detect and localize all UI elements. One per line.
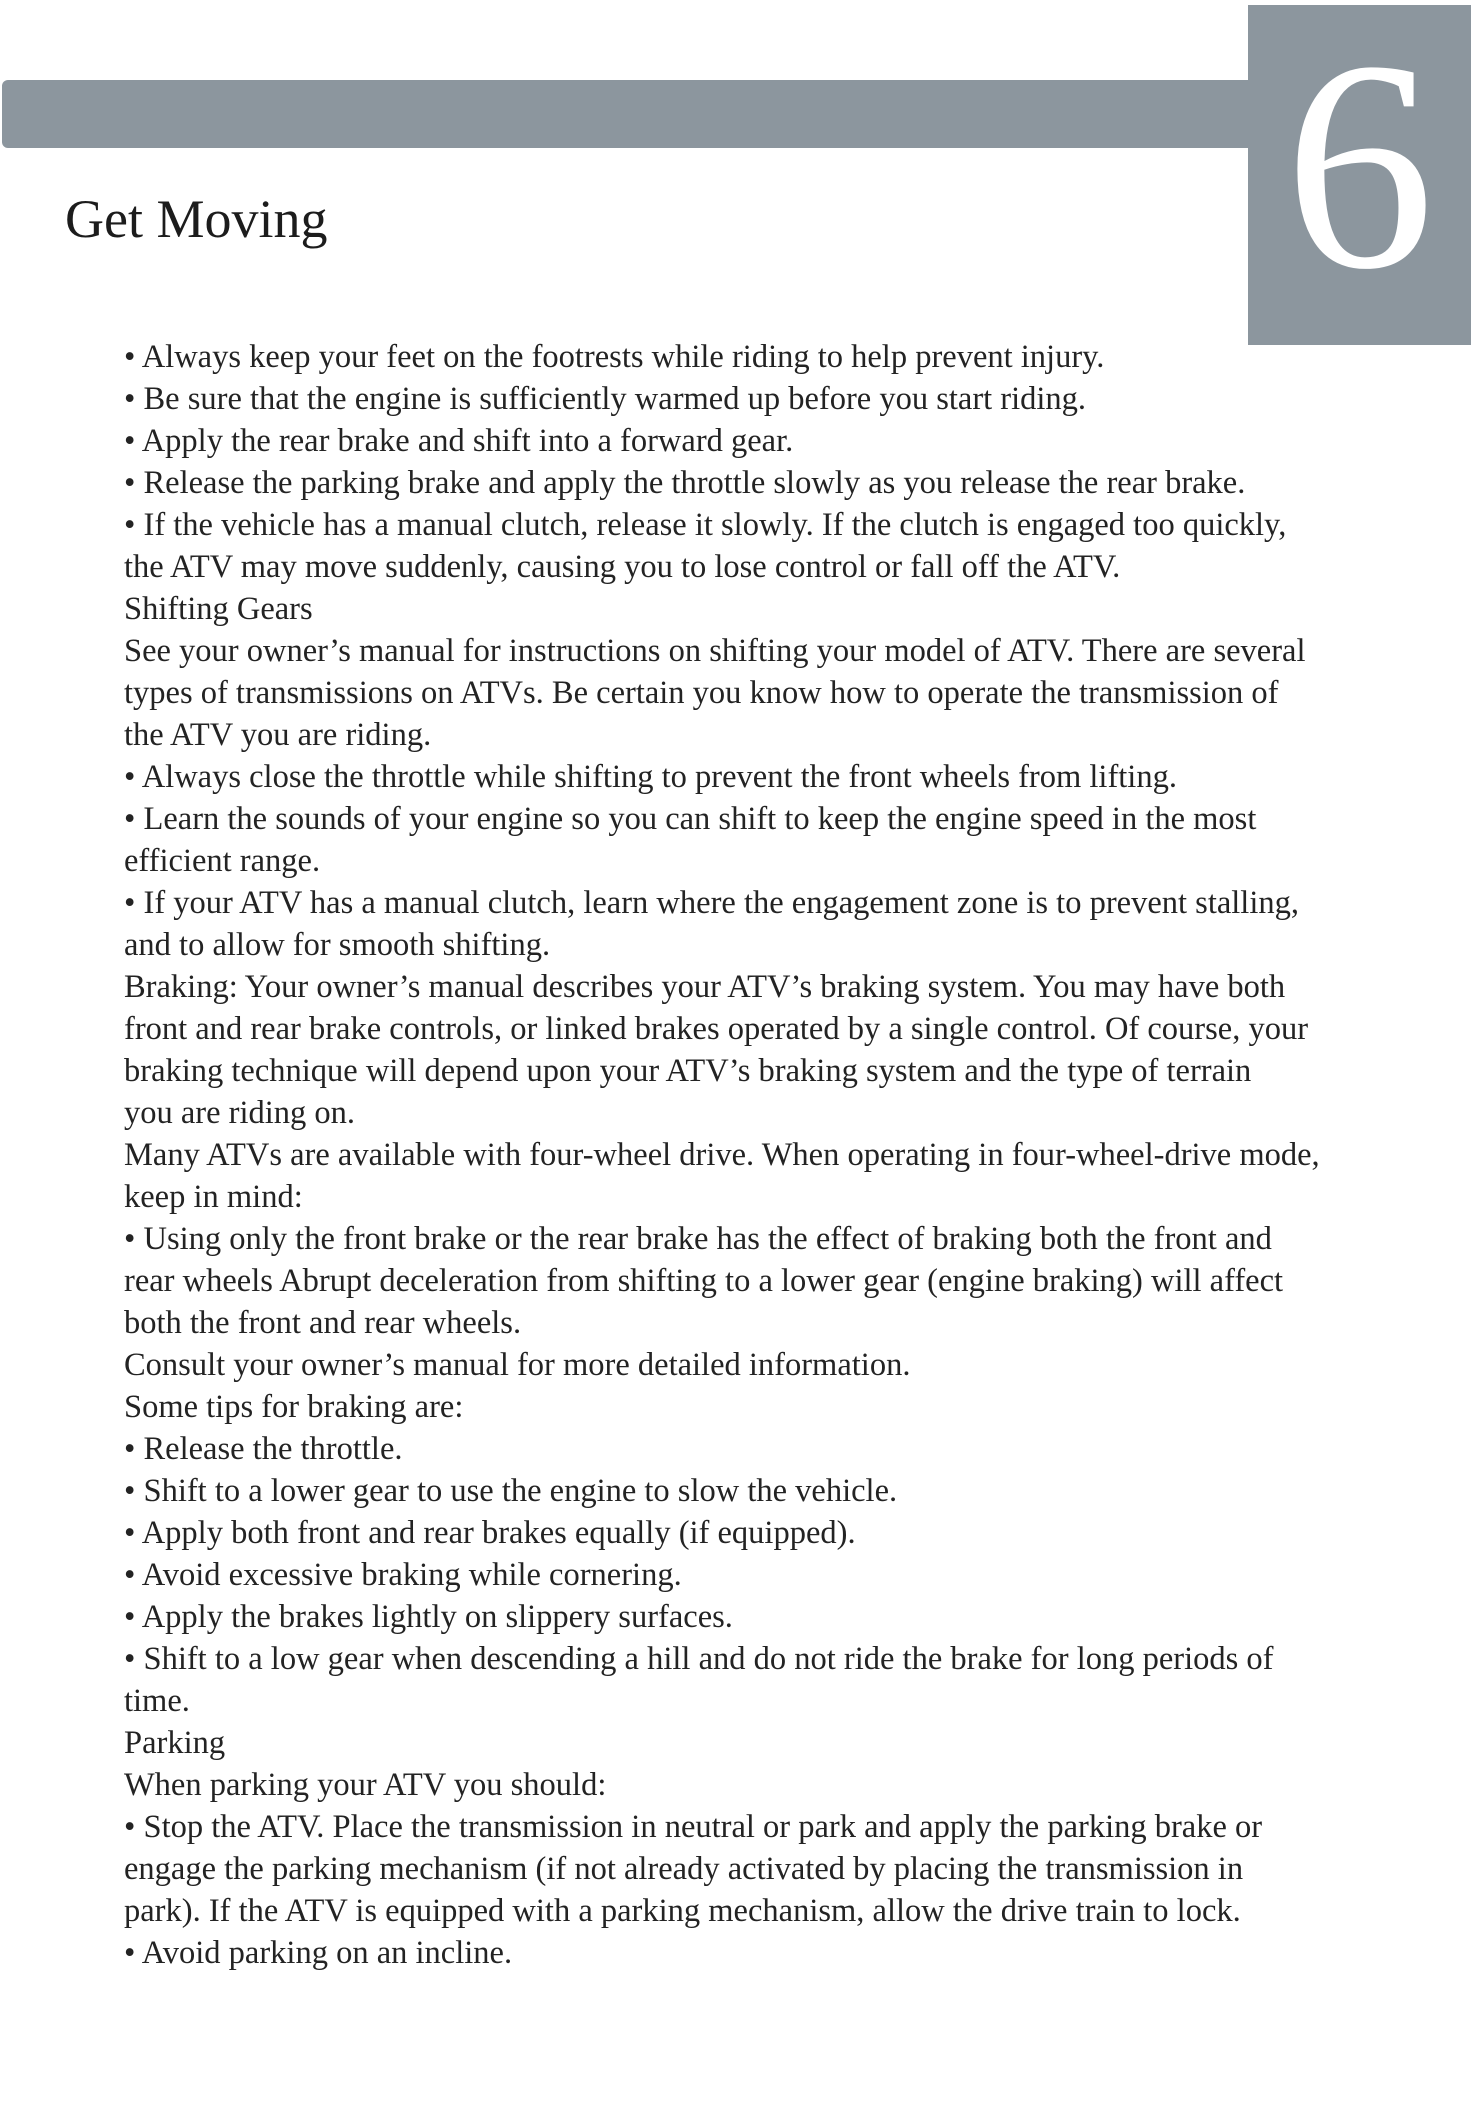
text-line: • Stop the ATV. Place the transmission in neutral or park and apply the parking brake or [124, 1809, 1263, 1845]
text-line: • Avoid excessive braking while cornering. [124, 1557, 682, 1593]
text-line: • Be sure that the engine is sufficiently warmed up before you start riding. [124, 381, 1087, 417]
text-line: front and rear brake controls, or linked brakes operated by a single control. Of course, your [124, 1011, 1309, 1047]
text-line: Many ATVs are available with four-wheel drive. When operating in four-wheel-drive mode, [124, 1137, 1320, 1173]
text-line: • Apply the rear brake and shift into a forward gear. [124, 423, 794, 459]
section-heading-parking: Parking [124, 1725, 226, 1761]
text-line: park). If the ATV is equipped with a parking mechanism, allow the drive train to lock. [124, 1893, 1241, 1929]
chapter-header-bar [2, 80, 1292, 148]
text-line: keep in mind: [124, 1179, 303, 1215]
text-line: Some tips for braking are: [124, 1389, 464, 1425]
text-line: • Release the parking brake and apply the throttle slowly as you release the rear brake. [124, 465, 1246, 501]
text-line: time. [124, 1683, 190, 1719]
text-line: Consult your owner’s manual for more detailed information. [124, 1347, 911, 1383]
text-line: types of transmissions on ATVs. Be certain you know how to operate the transmission of [124, 675, 1279, 711]
text-line: • Learn the sounds of your engine so you can shift to keep the engine speed in the most [124, 801, 1257, 837]
text-line: • Avoid parking on an incline. [124, 1935, 513, 1971]
text-line: • Using only the front brake or the rear brake has the effect of braking both the front and [124, 1221, 1272, 1257]
text-line: the ATV may move suddenly, causing you to lose control or fall off the ATV. [124, 549, 1121, 585]
text-line: and to allow for smooth shifting. [124, 927, 551, 963]
text-line: • Release the throttle. [124, 1431, 403, 1467]
text-line: • Shift to a low gear when descending a hill and do not ride the brake for long periods of [124, 1641, 1274, 1677]
text-line: • Always keep your feet on the footrests while riding to help prevent injury. [124, 339, 1105, 375]
text-line: • Always close the throttle while shifting to prevent the front wheels from lifting. [124, 759, 1177, 795]
text-line: efficient range. [124, 843, 321, 879]
text-line: • If your ATV has a manual clutch, learn where the engagement zone is to prevent stalling, [124, 885, 1299, 921]
text-line: Braking: Your owner’s manual describes your ATV’s braking system. You may have both [124, 969, 1286, 1005]
body-text [124, 336, 1394, 1974]
text-line: • If the vehicle has a manual clutch, release it slowly. If the clutch is engaged too quickly, [124, 507, 1287, 543]
text-line: See your owner’s manual for instructions on shifting your model of ATV. There are several [124, 633, 1306, 669]
chapter-number: 6 [1284, 0, 1435, 331]
text-line: When parking your ATV you should: [124, 1767, 607, 1803]
text-line: braking technique will depend upon your ATV’s braking system and the type of terrain [124, 1053, 1252, 1089]
text-line: • Apply the brakes lightly on slippery surfaces. [124, 1599, 733, 1635]
text-line: you are riding on. [124, 1095, 356, 1131]
text-line: • Apply both front and rear brakes equally (if equipped). [124, 1515, 856, 1551]
text-line: rear wheels Abrupt deceleration from shifting to a lower gear (engine braking) will affect [124, 1263, 1284, 1299]
text-line: both the front and rear wheels. [124, 1305, 522, 1341]
page-title: Get Moving [65, 189, 328, 249]
chapter-number-tab [1248, 0, 1471, 345]
text-line: engage the parking mechanism (if not already activated by placing the transmission in [124, 1851, 1244, 1887]
text-line: the ATV you are riding. [124, 717, 432, 753]
section-heading-shifting-gears: Shifting Gears [124, 591, 313, 627]
text-line: • Shift to a lower gear to use the engine to slow the vehicle. [124, 1473, 898, 1509]
